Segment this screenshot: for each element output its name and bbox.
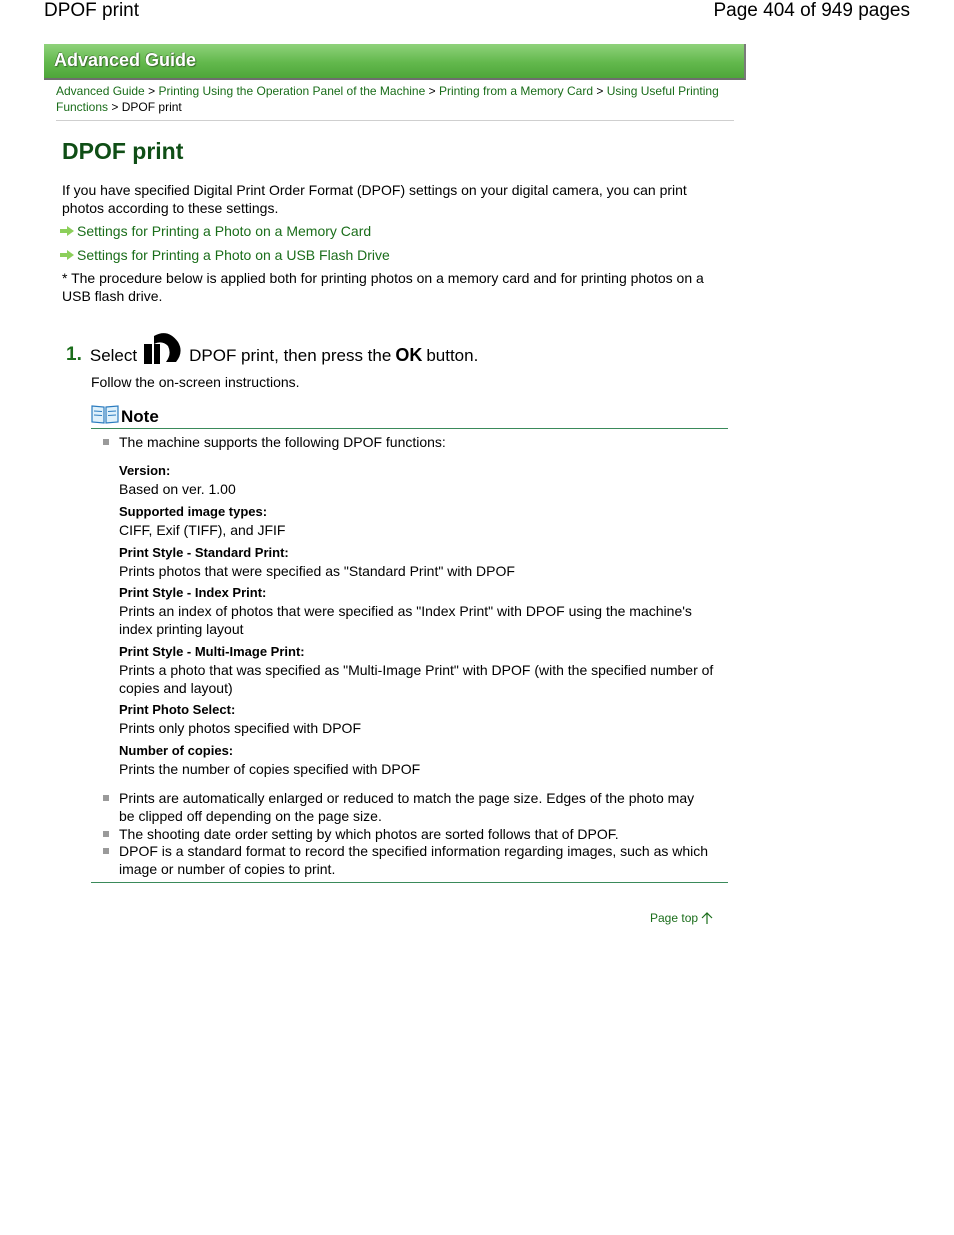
definition-term: Print Style - Index Print: [119, 585, 267, 600]
definition-desc: Prints photos that were specified as "Standard Print" with DPOF [119, 563, 515, 579]
breadcrumb-link-advanced-guide[interactable]: Advanced Guide [56, 84, 145, 98]
definition-item [119, 544, 719, 580]
definition-item [119, 584, 719, 638]
breadcrumb-link-memory-card[interactable]: Printing from a Memory Card [438, 84, 594, 98]
bullet-text: The shooting date order setting by which photos are sorted follows that of DPOF. [119, 826, 619, 842]
breadcrumb-separator: > [596, 84, 604, 98]
link-usb-flash-settings[interactable] [60, 246, 390, 264]
definition-desc: Prints the number of copies specified with DPOF [119, 761, 421, 777]
definition-desc: Prints an index of photos that were specified as "Index Print" with DPOF using the machine's index printing layout [119, 603, 692, 637]
breadcrumb [56, 83, 736, 115]
green-arrow-icon [60, 226, 74, 236]
breadcrumb-separator: > [111, 100, 119, 114]
bullet-square-icon [103, 848, 109, 854]
book-icon [91, 404, 119, 424]
page-title: DPOF print [62, 138, 184, 164]
step-mid-text: DPOF print, then press the [189, 346, 392, 365]
link-label: Settings for Printing a Photo on a Memory Card [77, 223, 372, 239]
page-top-label: Page top [650, 911, 699, 925]
bullet-text: The machine supports the following DPOF functions: [119, 434, 446, 450]
note-bullet [103, 433, 713, 451]
breadcrumb-current: DPOF print [121, 100, 182, 114]
note-bullet [103, 842, 713, 878]
definition-desc: Prints only photos specified with DPOF [119, 720, 361, 736]
step-number: 1. [66, 344, 82, 365]
link-memory-card-settings[interactable] [60, 222, 371, 240]
link-label: Settings for Printing a Photo on a USB Flash Drive [77, 247, 390, 263]
definition-desc: CIFF, Exif (TIFF), and JFIF [119, 522, 286, 538]
definition-term: Version: [119, 463, 171, 478]
note-label: Note [121, 407, 159, 426]
definition-term: Number of copies: [119, 743, 234, 758]
note-bullet [103, 789, 713, 825]
bullet-text: Prints are automatically enlarged or reduced to match the page size. Edges of the photo may be clipped off depending on the page size. [119, 790, 695, 824]
arrow-up-icon [701, 911, 713, 925]
intro-paragraph: If you have specified Digital Print Order Format (DPOF) settings on your digital camera, you can print photos according to these settings. [62, 182, 687, 216]
page-header [0, 0, 954, 30]
definition-term: Print Style - Multi-Image Print: [119, 644, 305, 659]
procedure-note: * The procedure below is applied both for printing photos on a memory card and for printing photos on a USB flash drive. [62, 270, 704, 304]
breadcrumb-link-useful-functions[interactable]: Using Useful Printing Functions [56, 84, 719, 114]
breadcrumb-link-operation-panel[interactable]: Printing Using the Operation Panel of the Machine [158, 84, 426, 98]
definition-item [119, 462, 719, 498]
dpof-print-icon [142, 330, 184, 366]
breadcrumb-separator: > [148, 84, 156, 98]
definition-item [119, 503, 719, 539]
breadcrumb-separator: > [428, 84, 436, 98]
page-counter: Page 404 of 949 pages [713, 0, 910, 21]
note-header [91, 403, 728, 429]
step-instruction: Follow the on-screen instructions. [91, 374, 300, 390]
note-bullet [103, 825, 713, 843]
page-top-link[interactable] [650, 911, 713, 925]
bullet-square-icon [103, 439, 109, 445]
bullet-square-icon [103, 795, 109, 801]
step-select-text: Select [89, 346, 138, 365]
ok-button-label: OK [395, 345, 423, 365]
note-bottom-rule [91, 882, 728, 883]
banner-label: Advanced Guide [54, 50, 197, 70]
advanced-guide-banner [44, 44, 746, 80]
step-end-text: button. [426, 346, 479, 365]
step-1 [66, 330, 726, 366]
definition-item [119, 701, 719, 737]
bullet-text: DPOF is a standard format to record the specified information regarding images, such as which image or number of copies to print. [119, 843, 709, 877]
green-arrow-icon [60, 250, 74, 260]
definition-desc: Based on ver. 1.00 [119, 481, 236, 497]
document-title: DPOF print [44, 0, 140, 21]
definition-item [119, 643, 719, 697]
definition-item [119, 742, 719, 778]
definition-term: Print Style - Standard Print: [119, 545, 289, 560]
definition-term: Print Photo Select: [119, 702, 236, 717]
definition-desc: Prints a photo that was specified as "Multi-Image Print" with DPOF (with the specified number of copies and layout) [119, 662, 714, 696]
breadcrumb-divider [56, 120, 734, 121]
bullet-square-icon [103, 831, 109, 837]
definition-term: Supported image types: [119, 504, 268, 519]
